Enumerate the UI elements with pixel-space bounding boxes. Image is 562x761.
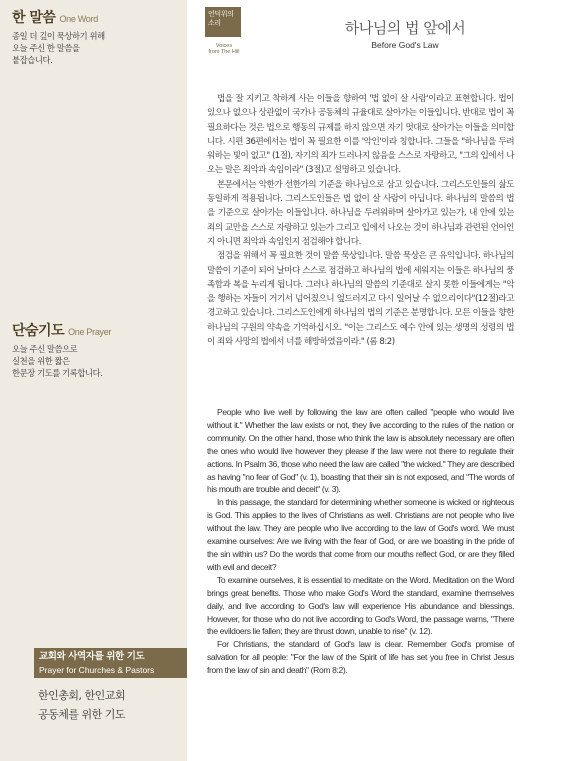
english-paragraph: For Christians, the standard of God's law is clear. Remember God's promise of salvation for all people: "For the law of the Spirit of life has set you free in Christ Jesus from the law of sin and death" (Rom 8:2). (207, 639, 514, 676)
english-paragraph: To examine ourselves, it is essential to meditate on the Word. Meditation on the Word brings great benefits. Those who make God's Word the standard, examine themselves daily, and live according to God's law will experience His abundance and blessings. However, for those who do not live according to God's Word, the passage warns, "There the evildoers lie fallen; they are thrust down, unable to rise" (v. 12). (207, 574, 514, 637)
one-word-heading (12, 7, 182, 27)
english-body (207, 406, 514, 677)
prayer-banner-title-ko: 교회와 사역자를 위한 기도 (39, 651, 145, 662)
one-prayer-heading (12, 320, 182, 340)
one-word-description: 종일 더 깊이 묵상하기 위해 오늘 주신 한 말씀을 붙잡습니다. (12, 31, 105, 65)
korean-paragraph: 점검을 위해서 꼭 필요한 것이 말씀 묵상입니다. 말씀 묵상은 큰 유익입니다. 하나님의 말씀이 기준이 되어 날마다 스스로 점검하고 하나님의 법에 세워지는 이들은 하나님의 풍족함과 복을 누리게 됩니다. 그러나 하나님의 말씀의 기준대로 살지 못한 이들에게는 "악을 행하는 자들이 거기서 넘어졌으니 엎드러지고 다시 일어날 수 없으리이다"(12절)라고 경고하고 있습니다. 그리스도인에게 하나님의 법의 기준은 분명합니다. 모든 이들을 향한 하나님의 구원의 약속을 기억하십시오. "이는 그리스도 예수 안에 있는 생명의 성령의 법이 죄와 사망의 법에서 너를 해방하였음이라." (롬 8:2) (207, 251, 514, 348)
one-prayer-section (12, 320, 182, 379)
prayer-banner-title-en: Prayer for Churches & Pastors (39, 665, 155, 675)
one-prayer-title-ko: 단숨기도 (12, 323, 65, 339)
one-prayer-description: 오늘 주신 말씀으로 실천을 위한 짧은 한문장 기도를 기록합니다. (12, 344, 103, 378)
english-paragraph: People who live well by following the law are often called "people who would live without it." Whether the law exists or not, they live according to the rules of the nation or community. On the other hand, those who think the law is absolutely necessary are often the ones who would live however they please if the law were not there to regulate their actions. In Psalm 36, those who need the law are called "the wicked." They are described as having "no fear of God" (v. 1), boasting that their sin is not exposed, and "The words of his mouth are trouble and deceit" (v. 3). (207, 407, 514, 495)
prayer-for-churches-banner (34, 648, 187, 678)
one-word-title-en: One Word (59, 14, 98, 24)
korean-body (207, 92, 514, 349)
prayer-text: 한인총회, 한인교회 공동체를 위한 기도 (38, 689, 126, 721)
sidebar (0, 0, 187, 761)
voices-badge: 언덕위의 소리 (205, 7, 241, 37)
one-word-section (12, 7, 182, 66)
one-word-title-ko: 한 말씀 (12, 10, 56, 26)
page-subtitle: Before God's Law (371, 40, 439, 50)
page-title: 하나님의 법 앞에서 (344, 19, 466, 37)
one-prayer-title-en: One Prayer (68, 327, 112, 337)
voices-badge-en: Voices from The Hill (208, 43, 240, 55)
english-paragraph: In this passage, the standard for determining whether someone is wicked or righteous is God. This applies to the lives of Christians as well. Christians are not people who live without the law. They are people who live according to the law of God's word. We must examine ourselves: Are we living with the fear of God, or are we boasting in the pride of the sin within us? Do the words that come from our mouths reflect God, or are they filled with evil and deceit? (207, 497, 514, 572)
korean-paragraph: 본문에서는 악한가 선한가의 기준을 하나님으로 삼고 있습니다. 그리스도인들의 삶도 동일하게 적용됩니다. 그리스도인들은 법 없이 살 사람이 아닙니다. 하나님의 말씀의 법을 기준으로 살아가는 이들입니다. 하나님을 두려워하며 살아가고 있는가, 내 안에 있는 죄의 교만을 스스로 자랑하고 있는가 그리고 입에서 나오는 것이 하나님과 관련된 언어인지 아니면 죄악과 속임인지 점검해야 합니다. (207, 179, 514, 247)
korean-paragraph: 법을 잘 지키고 착하게 사는 이들을 향하여 '법 없이 살 사람'이라고 표현합니다. 법이 있으나 없으나 상관없이 국가나 공동체의 규율대로 살아가는 이들입니다. 반대로 법이 꼭 필요하다는 것은 법으로 행동의 규제를 하지 않으면 자기 멋대로 살아가는 이들을 의미합니다. 시편 36편에서는 법이 꼭 필요한 이를 '악인'이라 칭합니다. 그들을 "하나님을 두려워하는 빛이 없고" (1절), 자기의 죄가 드러나지 않음을 스스로 자랑하고, "그의 입에서 나오는 말은 죄악과 속임이라" (3절)고 설명하고 있습니다. (207, 94, 514, 176)
